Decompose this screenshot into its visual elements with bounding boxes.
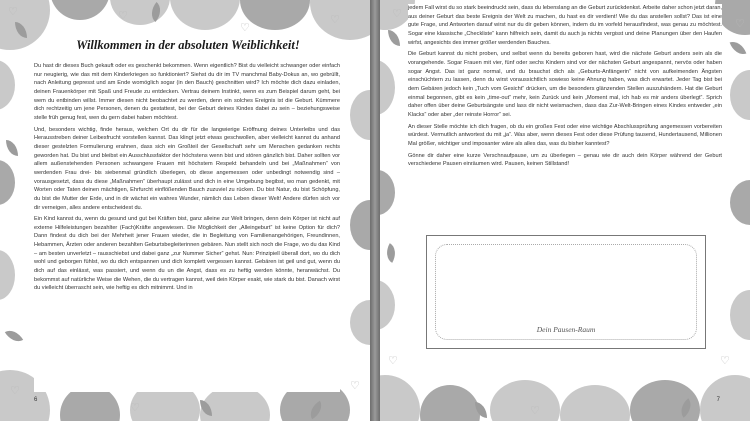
leaf-icon — [382, 243, 400, 263]
heart-icon: ♡ — [735, 17, 745, 30]
left-text-column — [34, 62, 340, 392]
leaf-icon — [6, 140, 18, 156]
leaf-icon — [388, 30, 400, 46]
decor-circle — [730, 180, 750, 225]
decor-circle — [730, 290, 750, 340]
heart-icon: ♡ — [530, 404, 540, 417]
heart-icon: ♡ — [240, 21, 250, 34]
decor-circle — [240, 0, 310, 30]
decor-circle — [380, 280, 395, 330]
heart-icon: ♡ — [392, 7, 402, 20]
right-text-column — [408, 4, 722, 230]
paragraph: Ein Kind kannst du, wenn du gesund und gut bei Kräften bist, ganz alleine zur Welt bringen, denn dein Körper ist nicht auf externe Hilfeleistungen bezahlter (Fach)Kräfte angewiesen. Die Möglichkeit der „Alleingeburt“ ist keine Option für dich? Dann findest du dich bei der Mehrheit jener Frauen wieder, die in Begleitung von Familienangehörigen, Freundinnen, Hebammen, Ärzten oder anderen bezahlten Geburtsbegleiterinnen gebären. Nun stellt sich noch die Frage, wo du das Kind – am besten unverletzt – rausschiebst und dabei ganz „zur Nummer Sicher“ gehst. Nun: Prinzipiell überall dort, wo du dich wohl und geborgen fühlst, wo du dich entspannen und dich komplett vergessen kannst. Gebären ist geil und gut, wenn du dich auf das einlässt, was passiert, und wenn du un die Angst, dass es zu heftig werden könnte, heranwächst. Du bekommst auf natürliche Weise die Wehen, die du vertragen kannst, weil dein Körper exakt, wie stark du bist. Danach wirst du vielleicht überrascht sein, wie heftig es dich mitnimmt. Und in — [34, 216, 340, 292]
heart-icon: ♡ — [118, 9, 128, 22]
decor-circle — [380, 170, 395, 215]
right-page — [380, 0, 750, 421]
decor-circle — [50, 0, 110, 20]
leaf-icon — [5, 326, 23, 346]
notes-box[interactable] — [426, 235, 706, 349]
heart-icon: ♡ — [720, 354, 730, 367]
decor-circle — [380, 375, 420, 421]
decor-circle — [0, 160, 15, 205]
heart-icon: ♡ — [350, 379, 360, 392]
decor-circle — [0, 250, 15, 300]
decor-circle — [700, 375, 750, 421]
page-number: 6 — [34, 397, 38, 403]
left-page — [0, 0, 370, 421]
paragraph: An dieser Stelle möchte ich dich fragen, ob du ein großes Fest oder eine wichtige Abschlussprüfung angemessen vorbereiten würdest. Vermutlich antwortest du mit „ja“. Was aber, wenn dieses Fest oder diese Prüfung tausend, Hundertausend, Millionen Mal größer, wichtiger und imposanter wäre als alles das, was du bisher kanntest? — [408, 123, 722, 147]
heart-icon: ♡ — [388, 354, 398, 367]
page-title: Willkommen in der absoluten Weiblichkeit! — [76, 38, 300, 52]
paragraph: Gönne dir daher eine kurze Verschnaufpause, um zu überlegen – genau wie dir auch dein Körper während der Geburt verschiedene Pausen einräumen wird. Pausen, keinen Stillstand! — [408, 152, 722, 168]
decor-circle — [350, 90, 370, 140]
decor-circle — [380, 60, 395, 115]
heart-icon: ♡ — [10, 384, 20, 397]
decor-circle — [310, 0, 370, 40]
decor-circle — [730, 70, 750, 120]
paragraph: Du hast dir dieses Buch gekauft oder es geschenkt bekommen. Wenn eigentlich? Bist du vielleicht schwanger oder einfach nur neugierig, wie das mit dem Kinderkriegen so funktioniert? Siehst du dir im TV manchmal Baby-Dokus an, wo gebrüllt, nach Anleitung gepresst und am Ende womöglich sogar (in den Bauch) geschnitten wird? Ich möchte dich dazu einladen, deinen Frauenkörper mit Spaß und Freude zu entdecken. Vertrau deinem Instinkt, wenn es zum Beispiel darum geht, bei wem du entbinden willst. Immer diesen nicht beobachtet zu werden, denn ein solches Ereignis ist die Geburt. Kümmere dich rechtzeitig um jene Personen, denen du gestattest, bei der Geburt deines Kindes dabei zu sein – beziehungsweise stelle früh genug fest, wen du gern dabei haben möchtest. — [34, 63, 340, 121]
heart-icon: ♡ — [8, 5, 18, 18]
decor-circle — [490, 380, 560, 421]
paragraph: jedem Fall wirst du so stark beeindruckt sein, dass du lebenslang an die Geburt zurückdenkst. Arbeite daher schon jetzt daran, aus deiner Geburt das beste Ereignis der Welt zu machen, du hast es dir verdient! Wie du das anstellen sollst? Das ist eine gute Frage, und Antworten darauf wirst nur du dir geben können, indem du im vorfeld herausfindest, was genau zu möchtest. Sogar eine klassische „Checkliste“ kann hilfreich sein, damit du auch ja nichts vergisst und deine Planungen über den Haufen wirfst, angesichts des immer größer werdenden Bauches. — [408, 5, 722, 46]
notes-box-label: Dein Pausen-Raum — [536, 325, 596, 334]
decor-circle — [350, 200, 370, 250]
paragraph: Und, besonders wichtig, finde heraus, welchen Ort du dir für die langwierige Eröffnung deines Unterleibs und das Herausstreben deiner Leibesfrucht vorstellen kannst. Das klingt jetzt etwas geschwollen, aber vielleicht kannst du anhand dieser gestelzten Formulierung erahnen, dass sich ein Großteil der Gesellschaft sehr um Menschen gedanken rechts geworden hat. Du bist und bleibst ein Ausschlussfaktor der höchstens wenn bist und stören gänzlich bist. Daher sollten vor allem außenstehenden Personen schwangere Frauen mit höchstem Respekt behandeln und bei „Maßnahmen“ von werdenden Frau drei- bis siebenmal gründlich überlegen, ob diese angemessen oder unbedingt notwendig sind – vorausgesetzt, dass du diese „Maßnahmen“ überhaupt zulässt und dich in eine Umgebung begibst, wo man gedenkt, mit Worten oder Taten deinen mächtigen, Ehrfurcht einflößenden Bauch zuzuviel zu rücken. Du bist Natur, du bist Schöpfung, du bist die Mutter der Erde, und in dir wächst ein wahres Wunder, nämlich das Leben dieser Welt! Andere dürfen sich vor dir verneigen, alles andere entscheidest du. — [34, 126, 340, 211]
decor-circle — [170, 0, 240, 30]
decor-circle — [420, 385, 480, 421]
page-number: 7 — [716, 397, 720, 403]
decor-circle — [350, 300, 370, 345]
heart-icon: ♡ — [330, 13, 340, 26]
decor-circle — [560, 385, 630, 421]
leaf-icon — [730, 38, 747, 57]
book-gutter — [370, 0, 380, 421]
decor-circle — [0, 60, 15, 110]
paragraph: Die Geburt kannst du nicht proben, und selbst wenn du bereits geboren hast, wird die nächste Geburt anders sein als die vorangehende. Sogar Frauen mit vier, fünf oder sechs Kindern sind vor der nächsten Geburt angespannt, nervös oder haben sogar Angst. Das ist ganz normal, und du brauchst dich als „Geburts-Anfängerin“ nicht von aufkeimenden Ängsten einschüchtern zu lassen, denn du wirst voraussichtlich sowieso keine Ahnung haben, was dich erwartet. Jeder Tag bist bei dem Gebären jedoch kein „Tuch vom Gesicht“ drücken, um die besonders glänzenden Stellen auszuhändern. Hat die Geburt einmal begonnen, gibt es kein „time-out“ mehr, kein Zurück und kein „Moment mal, ich hab es mir anders überlegt“. Sprich daher offen über deine Geburtsängste und lass dir nicht weismachen, dass das Zur-Welt-Bringen eines Kindes entweder „ein Klacks“ oder aber „der reinste Horror“ sei. — [408, 51, 722, 118]
heart-icon: ♡ — [130, 401, 140, 414]
